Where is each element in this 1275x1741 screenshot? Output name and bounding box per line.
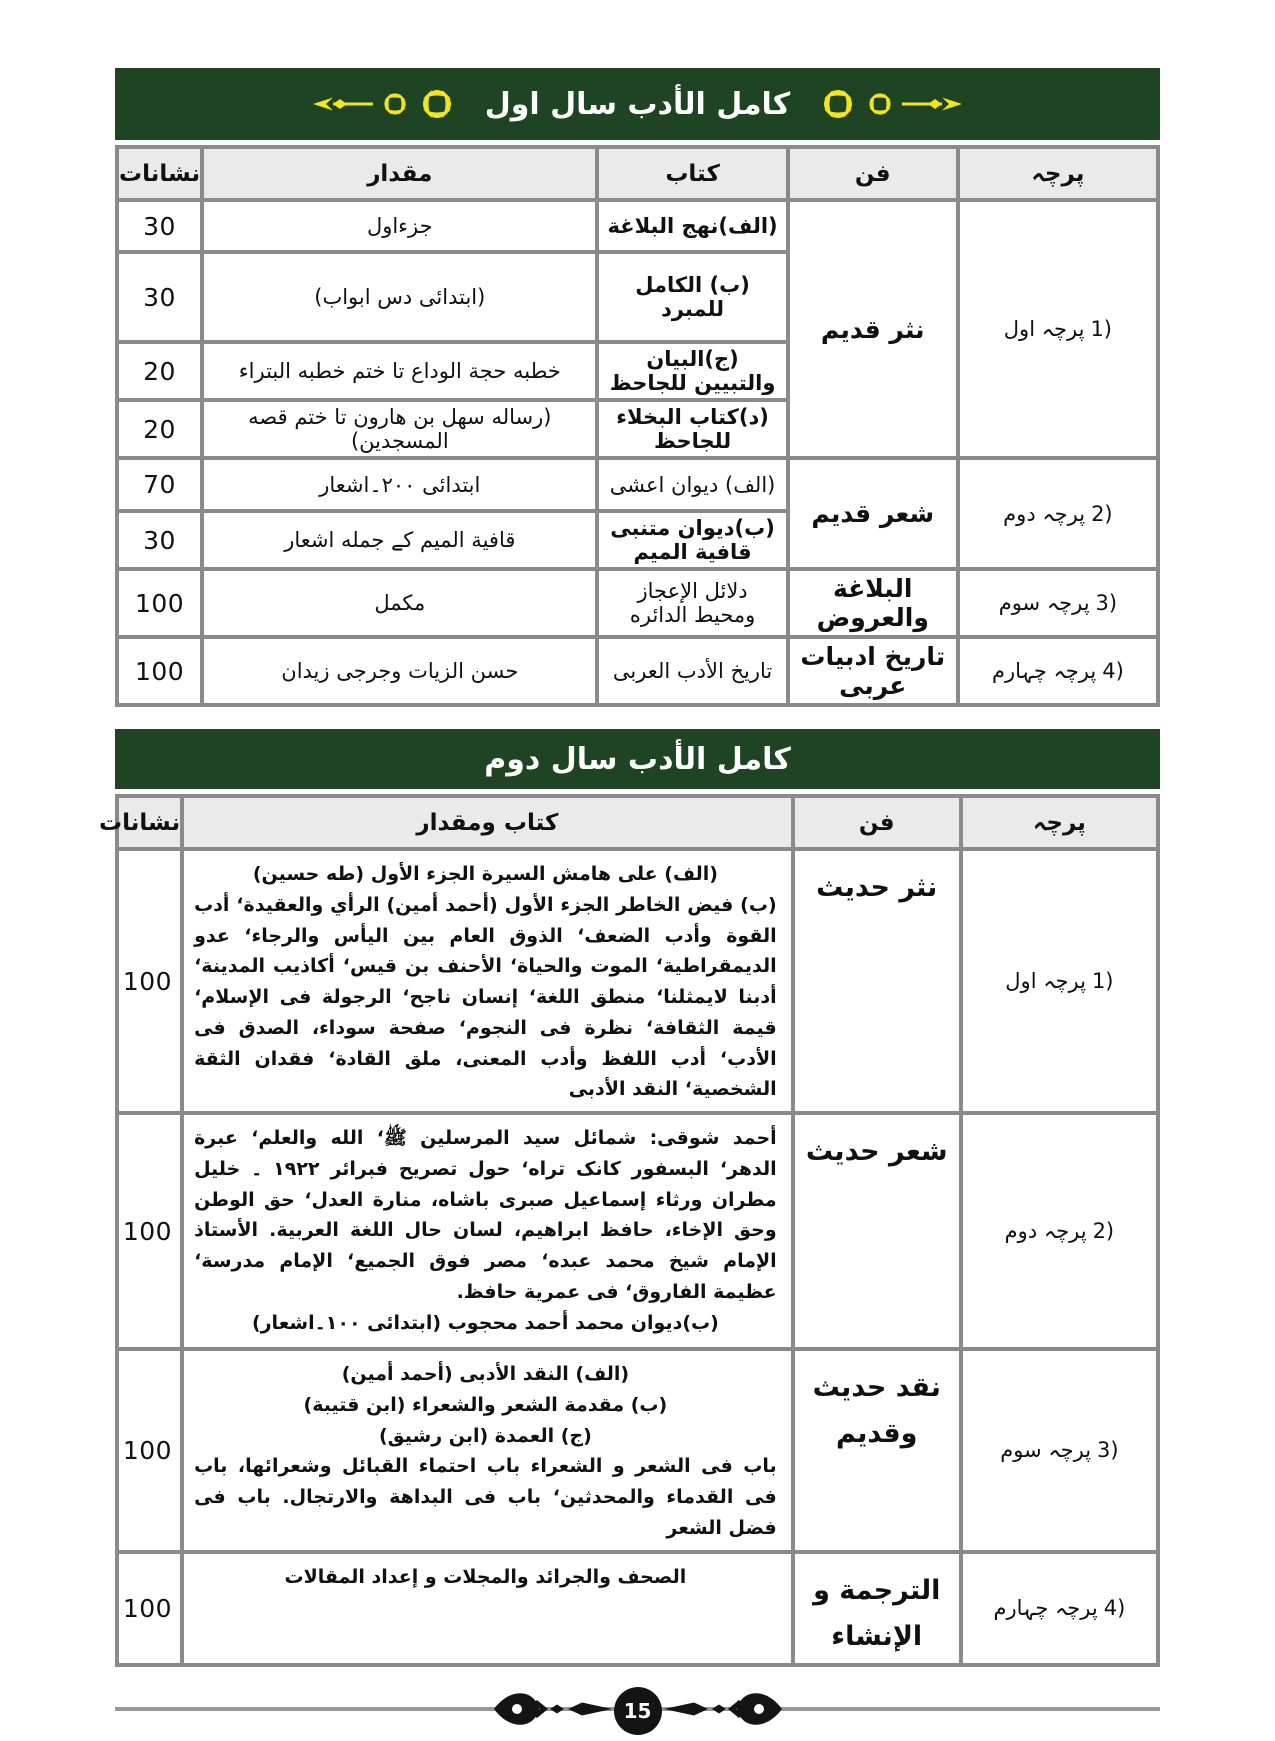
book-cell: تاریخ الأدب العربی [597,637,787,705]
amount-cell: جزءاول [202,200,597,252]
paper-number: 2) [1092,1219,1115,1244]
table-row [117,849,1158,1113]
book-cell: (ب)دیوان متنبی قافیة المیم [597,511,787,569]
year2-syllabus-table [99,794,1160,1667]
amount-cell: خطبه حجة الوداع تا ختم خطبه البتراء [202,342,597,400]
book-amount-cell [182,1349,793,1552]
content-paragraph: أحمد شوقی: شمائل سید المرسلین ﷺ‘ الله والعلم‘ عبرة الدهر‘ البسفور کانک تراه‘ حول تصریح فبرائر ۱۹۲۲ ۔ خلیل مطران ورثاء إسماعیل صبری باشاه، منارة العدل‘ حق الوطن وحق الإخاء، حافظ ابراهیم، لسان حال اللغة العربیة. الأستاذ الإمام شیخ محمد عبده‘ مصر فوق الجمیع‘ الإمام مدرسة‘ عظیمة الفاروق‘ فی عمریة حافظ. [194,1127,777,1303]
amount-cell: مکمل [202,569,597,637]
paper-label: پرچہ اول [1003,317,1085,341]
page-footer [115,1681,1160,1741]
table-row [117,1552,1158,1665]
content-line: (ب)دیوان محمد أحمد محجوب (ابتدائی ۱۰۰۔اشعار) [251,1311,719,1334]
marks-cell: 20 [117,400,202,458]
table-row [117,637,1158,705]
paper-cell [961,849,1158,1113]
year1-title: کامل الأدب سال اول [484,86,791,122]
year2-title: کامل الأدب سال دوم [484,741,791,777]
content-line: (الف) علی هامش السیرة الجزء الأول (طه حسین) [252,863,718,885]
content-paragraph: باب فی الشعر و الشعراء باب احتماء القبائل وشعرائها، باب فی القدماء والمحدثین‘ باب فی البداهة والارتجال. باب فی فضل الشعر [194,1455,777,1539]
marks-cell: 100 [117,569,202,637]
paper-number: 3) [1097,1438,1119,1463]
table-header-row [117,796,1158,849]
fan-cell: نقد حدیث وقدیم [793,1349,961,1552]
paper-number: 3) [1095,591,1118,615]
table-row [117,1113,1158,1349]
paper-cell [961,1349,1158,1552]
column-header-marks: نشانات [117,147,202,200]
amount-cell: (رساله سهل بن هارون تا ختم قصه المسجدین) [202,400,597,458]
content-line: الصحف والجرائد والمجلات و إعداد المقالات [284,1565,687,1588]
paper-label: پرچہ سوم [1000,1438,1092,1463]
book-amount-cell [182,1552,793,1665]
content-paragraph: (ب) فیض الخاطر الجزء الأول (أحمد أمین) الرأي والعقیدة‘ أدب القوة وأدب الضعف‘ الذوق العام بین الیأس والرجاء‘ عدو الدیمقراطیة‘ الموت والحیاة‘ الأحنف بن قیس‘ أکاذیب المدینة‘ أدبنا لایمثلنا‘ منطق اللغة‘ إنسان ناجح‘ الرجولة فی الإسلام‘ قیمة الثقافة‘ نظرة فی النجوم‘ صفحة سوداء، الصدق فی الأدب‘ أدب اللفظ وأدب المعنی، ملق القادة‘ فقدان الثقة الشخصیة‘ النقد الأدبی [194,893,777,1101]
table-row [117,458,1158,511]
fan-cell: نثر قدیم [788,200,958,458]
paper-cell [958,458,1158,569]
paper-number: 1) [1091,969,1114,994]
paper-number: 2) [1091,501,1113,526]
year1-syllabus-table [115,145,1160,707]
marks-cell: 30 [117,252,202,342]
book-cell: (ج)البیان والتبیین للجاحظ [597,342,787,400]
paper-cell [961,1552,1158,1665]
paper-label: پرچہ دوم [1004,1219,1087,1244]
paper-cell [961,1113,1158,1349]
marks-cell: 100 [117,1349,182,1552]
marks-cell: 100 [117,637,202,705]
table-row [117,200,1158,252]
fan-cell: البلاغة والعروض [788,569,958,637]
year1-title-bar [115,68,1160,140]
paper-label: پرچہ دوم [1003,501,1086,526]
content-line: (الف) النقد الأدبی (أحمد أمین) [341,1363,630,1386]
paper-number: 4) [1102,659,1124,683]
marks-cell: 70 [117,458,202,511]
fan-cell: شعر قدیم [788,458,958,569]
floral-ornament-icon [313,81,463,127]
paper-cell [958,569,1158,637]
fan-cell: شعر حدیث [793,1113,961,1349]
paper-label: پرچہ چہارم [993,1596,1098,1621]
marks-cell: 30 [117,200,202,252]
footer-arrow-leaf-icon [492,1681,612,1737]
marks-cell: 100 [117,849,182,1113]
table-row [117,569,1158,637]
table-header-row [117,147,1158,200]
marks-cell: 100 [117,1113,182,1349]
paper-number: 4) [1103,1596,1126,1621]
marks-cell: 30 [117,511,202,569]
paper-cell [958,200,1158,458]
amount-cell: حسن الزیات وجرجی زیدان [202,637,597,705]
book-amount-cell [182,849,793,1113]
amount-cell: (ابتدائی دس ابواب) [202,252,597,342]
book-cell: (الف) دیوان اعشی [597,458,787,511]
fan-cell: الترجمة و الإنشاء [793,1552,961,1665]
column-header-fan: فن [788,147,958,200]
book-cell: (د)کتاب البخلاء للجاحظ [597,400,787,458]
paper-label: پرچہ سوم [998,591,1090,615]
book-cell: (ب) الکامل للمبرد [597,252,787,342]
column-header-paper: پرچہ [958,147,1158,200]
marks-cell: 20 [117,342,202,400]
column-header-book: کتاب [597,147,787,200]
footer-arrow-leaf-icon [664,1681,784,1737]
year2-title-bar [115,729,1160,789]
paper-cell [958,637,1158,705]
marks-cell: 100 [117,1552,182,1665]
content-line: (ج) العمدة (ابن رشیق) [378,1424,592,1447]
book-amount-cell [182,1113,793,1349]
table-row [117,1349,1158,1552]
column-header-amount: مقدار [202,147,597,200]
column-header-marks: نشانات [117,796,182,849]
content-line: (ب) مقدمة الشعر والشعراء (ابن قتیبة) [303,1393,668,1416]
page-number-badge: 15 [614,1687,662,1735]
amount-cell: قافیة المیم کے جمله اشعار [202,511,597,569]
book-cell: دلائل الإعجاز ومحیط الدائره [597,569,787,637]
paper-label: پرچہ چہارم [992,659,1097,683]
floral-ornament-icon [812,81,962,127]
fan-cell: نثر حدیث [793,849,961,1113]
column-header-book-amount: کتاب ومقدار [182,796,793,849]
fan-cell: تاریخ ادبیات عربی [788,637,958,705]
book-cell: (الف)نهج البلاغة [597,200,787,252]
paper-label: پرچہ اول [1005,969,1086,994]
amount-cell: ابتدائی ۲۰۰۔اشعار [202,458,597,511]
column-header-paper: پرچہ [961,796,1158,849]
column-header-fan: فن [793,796,961,849]
paper-number: 1) [1090,317,1112,341]
